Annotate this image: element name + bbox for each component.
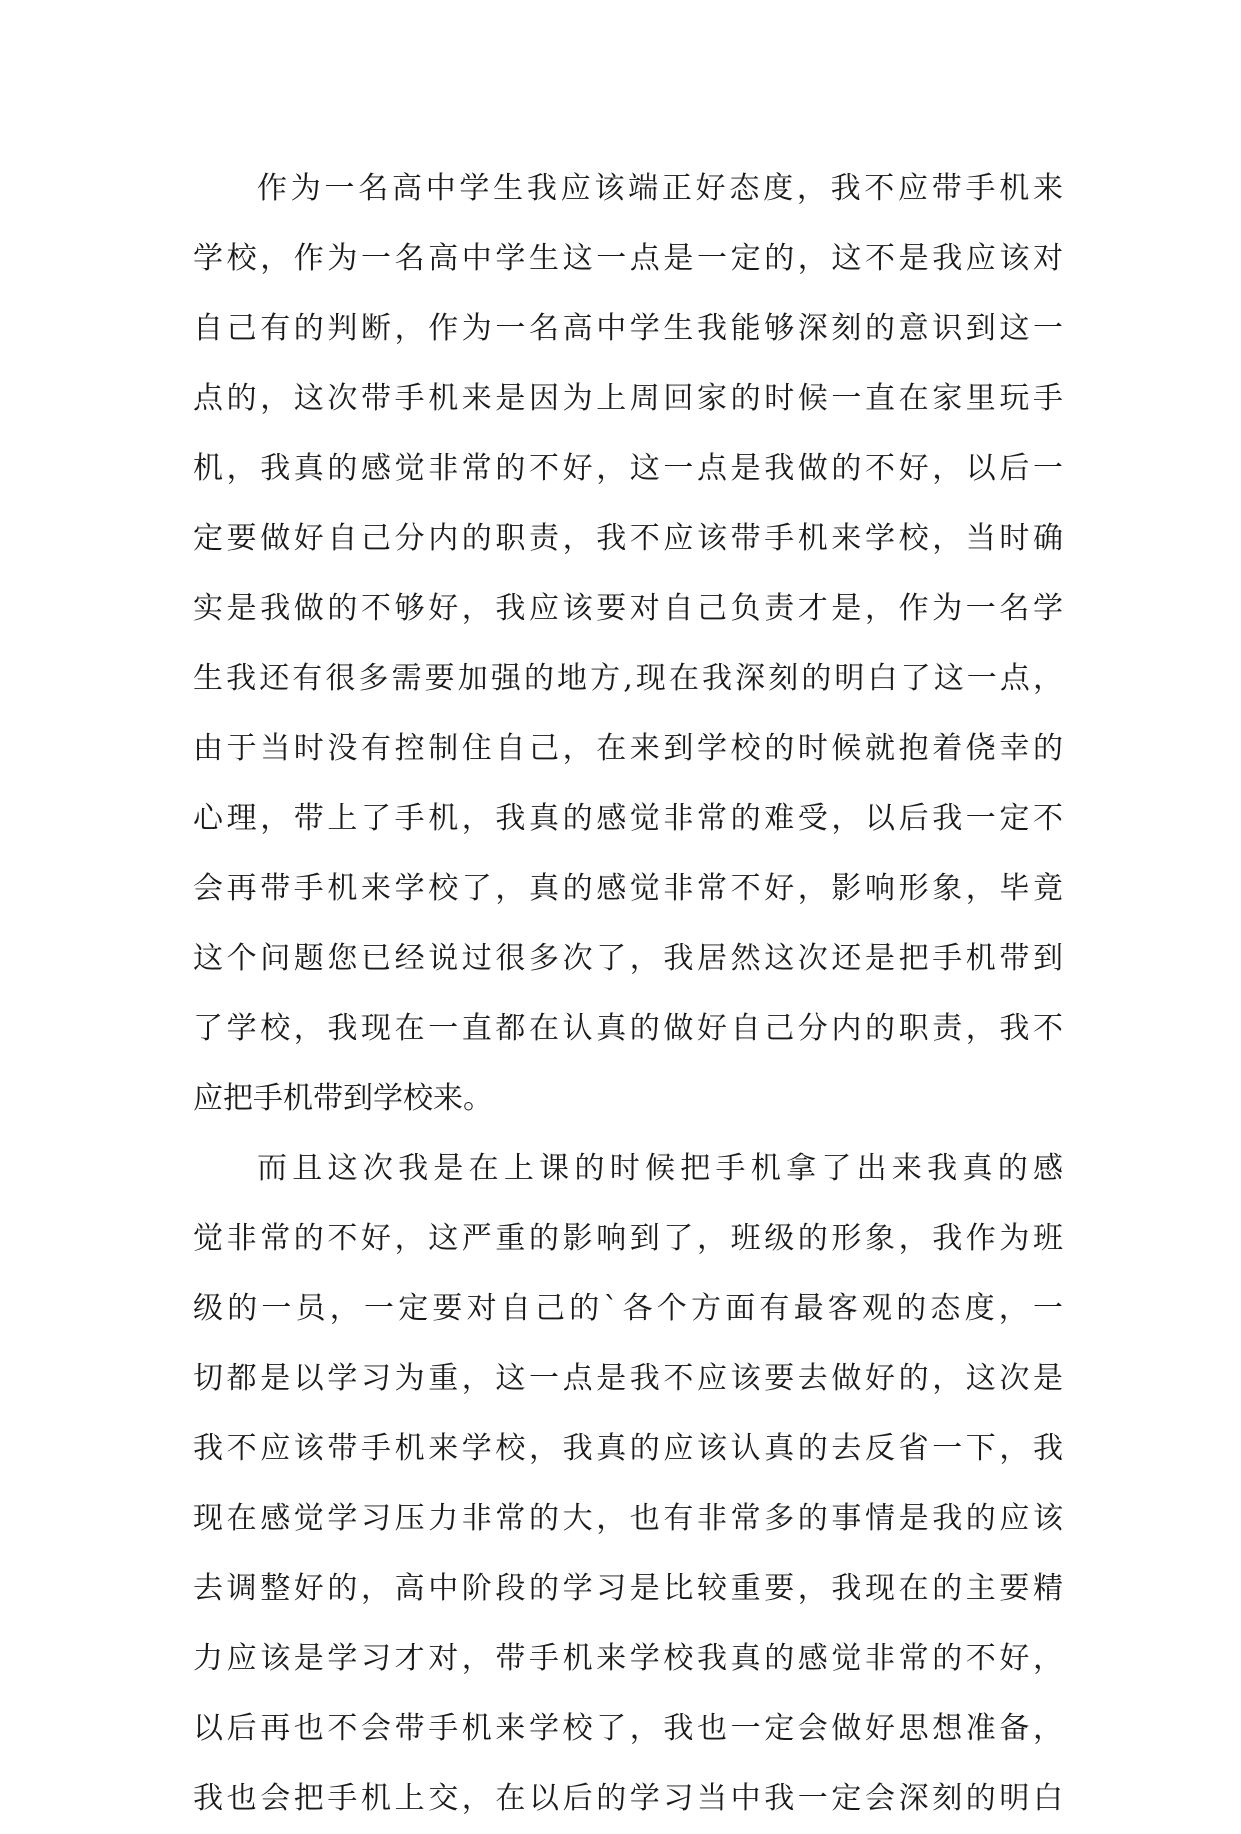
paragraph-2-line-4: 切都是以学习为重，这一点是我不应该要去做好的，这次是 xyxy=(193,1361,1063,1396)
paragraph-1-line-12: 这个问题您已经说过很多次了，我居然这次还是把手机带到 xyxy=(193,941,1063,976)
paragraph-1-line-11: 会再带手机来学校了，真的感觉非常不好，影响形象，毕竟 xyxy=(193,871,1063,906)
paragraph-1-line-9: 由于当时没有控制住自己，在来到学校的时候就抱着侥幸的 xyxy=(193,731,1063,766)
paragraph-1-line-4: 点的，这次带手机来是因为上周回家的时候一直在家里玩手 xyxy=(193,381,1063,416)
paragraph-1-line-1: 作为一名高中学生我应该端正好态度，我不应带手机来 xyxy=(257,171,1063,206)
paragraph-2-line-1: 而且这次我是在上课的时候把手机拿了出来我真的感 xyxy=(257,1151,1063,1186)
paragraph-2-line-3: 级的一员，一定要对自己的`各个方面有最客观的态度，一 xyxy=(193,1291,1063,1326)
paragraph-1-line-7: 实是我做的不够好，我应该要对自己负责才是，作为一名学 xyxy=(193,591,1063,626)
paragraph-2-line-10: 我也会把手机上交，在以后的学习当中我一定会深刻的明白 xyxy=(193,1781,1063,1816)
paragraph-1-line-14: 应把手机带到学校来。 xyxy=(193,1081,493,1116)
body-text xyxy=(193,154,1063,1834)
paragraph-2-line-6: 现在感觉学习压力非常的大，也有非常多的事情是我的应该 xyxy=(193,1501,1063,1536)
paragraph-2-line-8: 力应该是学习才对，带手机来学校我真的感觉非常的不好， xyxy=(193,1641,1063,1676)
paragraph-1-line-2: 学校，作为一名高中学生这一点是一定的，这不是我应该对 xyxy=(193,241,1063,276)
paragraph-1-line-10: 心理，带上了手机，我真的感觉非常的难受，以后我一定不 xyxy=(193,801,1063,836)
paragraph-2-line-2: 觉非常的不好，这严重的影响到了，班级的形象，我作为班 xyxy=(193,1221,1063,1256)
paragraph-1-line-13: 了学校，我现在一直都在认真的做好自己分内的职责，我不 xyxy=(193,1011,1063,1046)
paragraph-2-line-5: 我不应该带手机来学校，我真的应该认真的去反省一下，我 xyxy=(193,1431,1063,1466)
paragraph-1-line-5: 机，我真的感觉非常的不好，这一点是我做的不好，以后一 xyxy=(193,451,1063,486)
paragraph-1-line-6: 定要做好自己分内的职责，我不应该带手机来学校，当时确 xyxy=(193,521,1063,556)
paragraph-2-line-9: 以后再也不会带手机来学校了，我也一定会做好思想准备， xyxy=(193,1711,1063,1746)
paragraph-2-line-7: 去调整好的，高中阶段的学习是比较重要，我现在的主要精 xyxy=(193,1571,1063,1606)
paragraph-1-line-3: 自己有的判断，作为一名高中学生我能够深刻的意识到这一 xyxy=(193,311,1063,346)
paragraph-1-line-8: 生我还有很多需要加强的地方,现在我深刻的明白了这一点， xyxy=(193,661,1063,696)
